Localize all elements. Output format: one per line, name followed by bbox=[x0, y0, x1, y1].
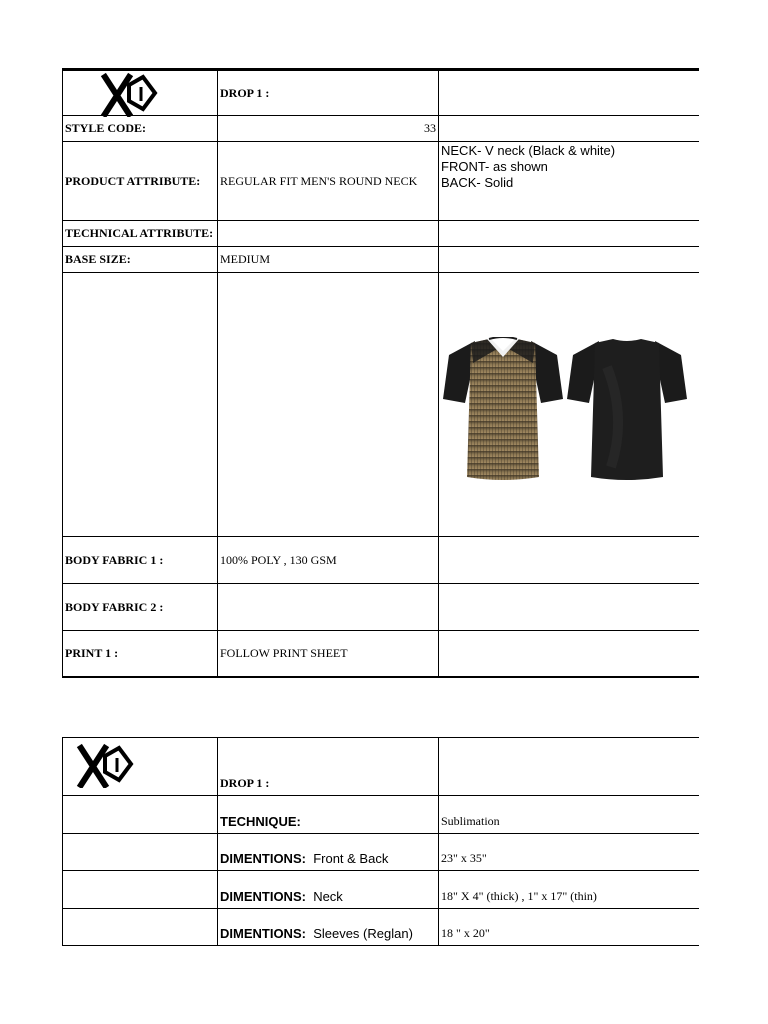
tshirt-images-cell bbox=[439, 273, 699, 536]
dim-front-back-row bbox=[62, 834, 699, 871]
empty-cell bbox=[62, 871, 218, 908]
empty-cell bbox=[439, 71, 699, 115]
print-1-label: PRINT 1 : bbox=[62, 631, 218, 676]
empty-cell bbox=[439, 537, 699, 583]
empty-cell bbox=[218, 273, 439, 536]
dimentions-label: DIMENTIONS: bbox=[220, 889, 306, 904]
dim-sleeves-label bbox=[218, 909, 439, 945]
header-row bbox=[62, 68, 699, 116]
dim-neck-value: 18" X 4" (thick) , 1" x 17" (thin) bbox=[441, 889, 597, 903]
base-size-row bbox=[62, 247, 699, 273]
empty-cell bbox=[62, 834, 218, 870]
dim-sleeves-value: 18 " x 20" bbox=[441, 926, 490, 940]
base-size-value: MEDIUM bbox=[218, 247, 439, 272]
style-code-value: 33 bbox=[218, 116, 439, 141]
empty-cell bbox=[218, 221, 439, 246]
dimentions-label: DIMENTIONS: bbox=[220, 926, 306, 941]
image-row bbox=[62, 273, 699, 537]
print-1-row bbox=[62, 631, 699, 678]
dim-neck-label bbox=[218, 871, 439, 908]
front-note: FRONT- as shown bbox=[441, 159, 548, 174]
header-row bbox=[62, 737, 699, 796]
dim-sub-label: Front & Back bbox=[313, 851, 389, 866]
body-fabric-2-label: BODY FABRIC 2 : bbox=[62, 584, 218, 630]
style-code-label: STYLE CODE: bbox=[62, 116, 218, 141]
style-code-row bbox=[62, 116, 699, 142]
print-1-value: FOLLOW PRINT SHEET bbox=[218, 631, 439, 676]
back-note: BACK- Solid bbox=[441, 175, 514, 190]
dim-sub-label: Neck bbox=[313, 889, 343, 904]
empty-cell bbox=[439, 116, 699, 141]
body-fabric-2-row bbox=[62, 584, 699, 631]
dim-front-back-value: 23" x 35" bbox=[441, 851, 487, 865]
product-attribute-value: REGULAR FIT MEN'S ROUND NECK bbox=[218, 142, 439, 220]
empty-cell bbox=[62, 273, 218, 536]
empty-cell bbox=[439, 584, 699, 630]
body-fabric-1-label: BODY FABRIC 1 : bbox=[62, 537, 218, 583]
drop-label: DROP 1 : bbox=[218, 738, 439, 795]
technique-row bbox=[62, 796, 699, 834]
empty-cell bbox=[439, 247, 699, 272]
technical-attribute-row bbox=[62, 221, 699, 247]
dim-front-back-label bbox=[218, 834, 439, 870]
product-attribute-row bbox=[62, 142, 699, 221]
drop-label: DROP 1 : bbox=[218, 71, 439, 115]
print-spec-table bbox=[62, 737, 699, 946]
dim-sleeves-row bbox=[62, 909, 699, 946]
technique-value: Sublimation bbox=[441, 814, 500, 828]
design-notes bbox=[439, 142, 699, 220]
dimentions-label: DIMENTIONS: bbox=[220, 851, 306, 866]
tshirt-front-image bbox=[443, 337, 563, 487]
product-attribute-label: PRODUCT ATTRIBUTE: bbox=[62, 142, 218, 220]
empty-cell bbox=[439, 631, 699, 676]
body-fabric-1-value: 100% POLY , 130 GSM bbox=[218, 537, 439, 583]
brand-logo bbox=[75, 742, 135, 788]
empty-cell bbox=[62, 909, 218, 945]
spec-sheet-table bbox=[62, 68, 699, 678]
technique-label: TECHNIQUE: bbox=[218, 796, 439, 833]
logo-cell bbox=[62, 71, 218, 115]
dim-neck-row bbox=[62, 871, 699, 909]
empty-cell bbox=[439, 738, 699, 795]
base-size-label: BASE SIZE: bbox=[62, 247, 218, 272]
neck-note: NECK- V neck (Black & white) bbox=[441, 143, 616, 158]
brand-logo bbox=[99, 71, 159, 117]
technical-attribute-label: TECHNICAL ATTRIBUTE: bbox=[62, 221, 218, 246]
empty-cell bbox=[62, 796, 218, 833]
dim-sub-label: Sleeves (Reglan) bbox=[313, 926, 413, 941]
empty-cell bbox=[439, 221, 699, 246]
body-fabric-1-row bbox=[62, 537, 699, 584]
empty-cell bbox=[218, 584, 439, 630]
logo-cell bbox=[62, 738, 218, 795]
tshirt-back-image bbox=[567, 337, 687, 487]
